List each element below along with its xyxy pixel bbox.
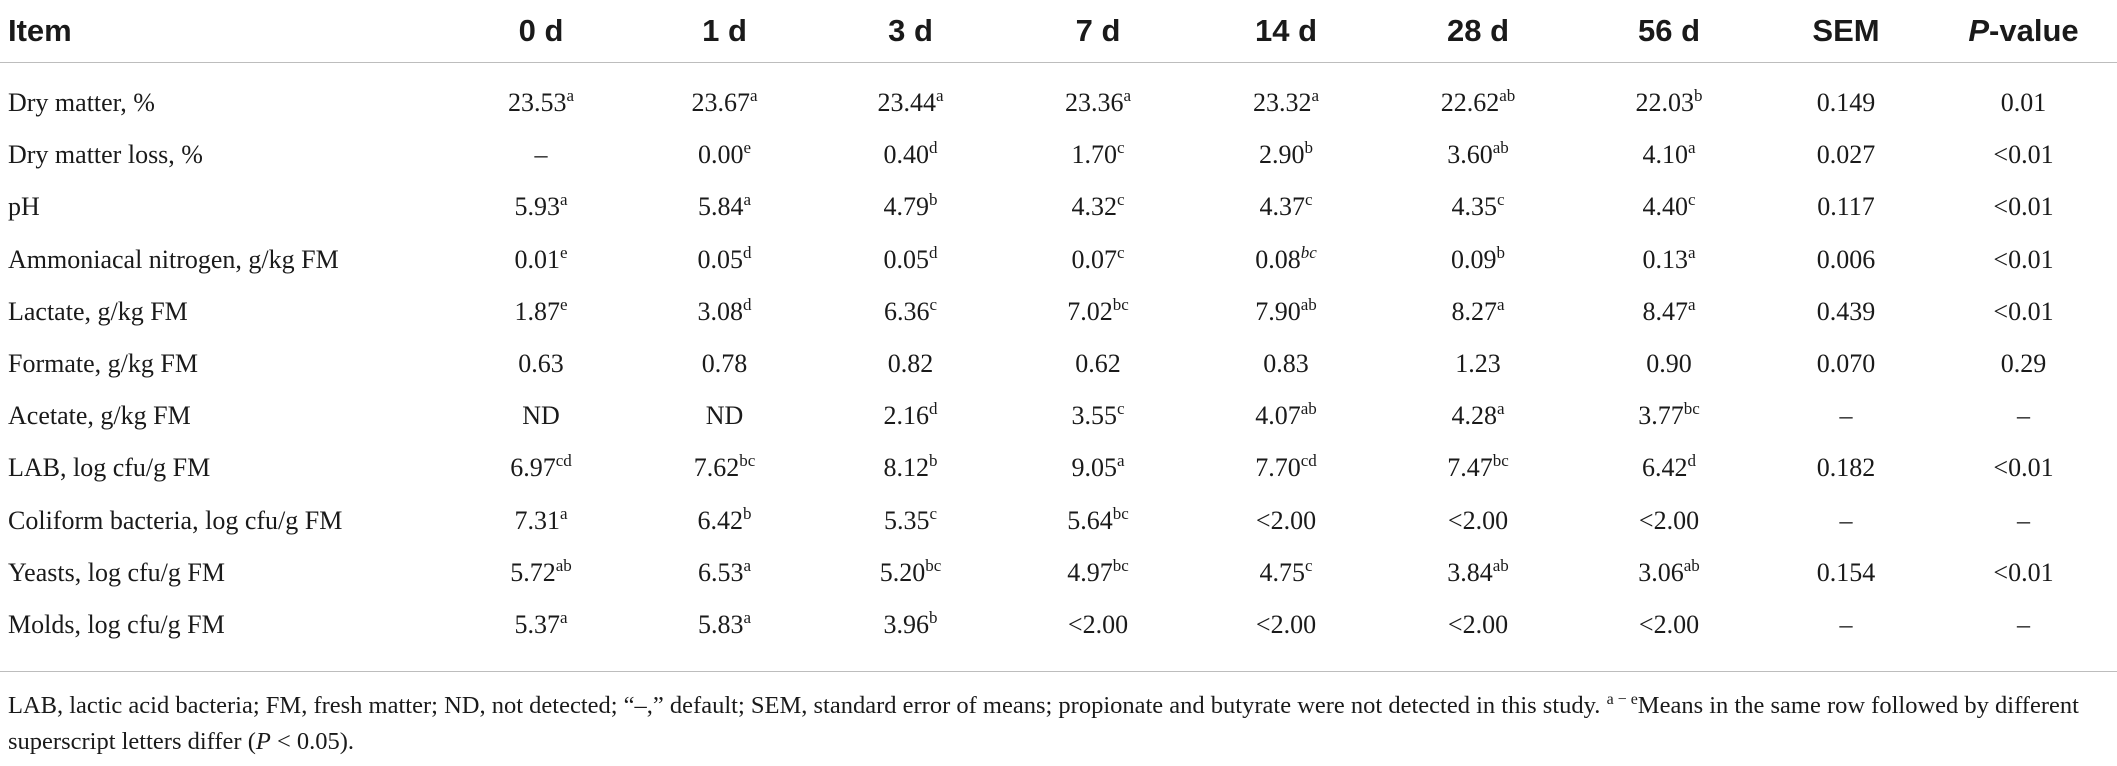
header-day-28: 28 d xyxy=(1446,13,1510,48)
cell-day-56 xyxy=(1576,129,1762,181)
footnote-text-1: LAB, lactic acid bacteria; FM, fresh matter; ND, not detected; “–,” default; SEM, standard error of means; propionate and butyrate were not detected in this study. xyxy=(8,692,1607,719)
header-p-suffix: -value xyxy=(1989,13,2079,48)
cell-value: 7.90 xyxy=(1255,296,1301,326)
cell-value: 7.70 xyxy=(1255,453,1301,483)
cell-value: 0.63 xyxy=(518,349,564,379)
cell-value: 0.09 xyxy=(1451,244,1497,274)
cell-value: 8.47 xyxy=(1642,296,1688,326)
row-item-label: Dry matter, % xyxy=(8,88,155,118)
cell-superscript: a xyxy=(743,555,752,575)
table-footnote xyxy=(8,688,2108,760)
table-row xyxy=(0,495,2117,547)
row-item-label: LAB, log cfu/g FM xyxy=(8,453,211,483)
cell-value: 5.20 xyxy=(879,557,926,587)
cell-superscript: a xyxy=(935,86,944,106)
cell-value: 3.08 xyxy=(697,296,743,326)
cell-value: 3.60 xyxy=(1447,140,1493,170)
cell-sem: 0.027 xyxy=(1816,140,1876,170)
cell-superscript: ab xyxy=(1492,555,1509,575)
cell-day-7 xyxy=(1004,390,1192,442)
cell-day-0 xyxy=(450,129,632,181)
cell-sem: – xyxy=(1839,609,1853,639)
cell-value: <2.00 xyxy=(1255,609,1317,639)
cell-value: <2.00 xyxy=(1638,505,1700,535)
cell-value: 23.67 xyxy=(691,88,750,118)
cell-value: 0.01 xyxy=(514,244,560,274)
cell-day-14 xyxy=(1192,599,1380,661)
cell-value: 4.40 xyxy=(1642,192,1688,222)
cell-day-28 xyxy=(1380,495,1576,547)
cell-superscript: bc xyxy=(739,451,756,471)
cell-value: 1.23 xyxy=(1455,349,1501,379)
table-row xyxy=(0,442,2117,494)
row-item-label: pH xyxy=(8,192,40,222)
cell-value: <2.00 xyxy=(1447,609,1509,639)
cell-superscript: bc xyxy=(1112,555,1129,575)
cell-value: 0.07 xyxy=(1071,244,1117,274)
cell-value: 3.84 xyxy=(1447,557,1493,587)
cell-superscript: b xyxy=(929,607,938,627)
row-item-label: Yeasts, log cfu/g FM xyxy=(8,557,225,587)
cell-day-28 xyxy=(1380,390,1576,442)
cell-superscript: c xyxy=(1116,242,1125,262)
table-row xyxy=(0,390,2117,442)
header-sem: SEM xyxy=(1812,13,1880,48)
cell-sem: 0.149 xyxy=(1816,88,1876,118)
cell-day-1 xyxy=(632,599,817,661)
cell-day-1 xyxy=(632,234,817,286)
cell-day-3 xyxy=(817,129,1004,181)
cell-superscript: e xyxy=(743,138,752,158)
cell-superscript: d xyxy=(743,294,752,314)
cell-p-value: – xyxy=(2017,401,2030,431)
table-row xyxy=(0,599,2117,661)
cell-value: 2.16 xyxy=(883,401,929,431)
cell-day-14 xyxy=(1192,390,1380,442)
header-day-1: 1 d xyxy=(702,13,747,48)
cell-day-3 xyxy=(817,234,1004,286)
cell-sem: 0.117 xyxy=(1817,192,1875,222)
cell-value: 4.32 xyxy=(1071,192,1117,222)
cell-day-14 xyxy=(1192,442,1380,494)
cell-superscript: e xyxy=(559,242,568,262)
row-item-label: Molds, log cfu/g FM xyxy=(8,609,225,639)
cell-day-14 xyxy=(1192,129,1380,181)
cell-value: 0.82 xyxy=(887,349,934,379)
cell-day-7 xyxy=(1004,599,1192,661)
cell-day-56 xyxy=(1576,286,1762,338)
cell-day-3 xyxy=(817,547,1004,599)
cell-value: 0.08 xyxy=(1255,244,1301,274)
cell-value: 8.27 xyxy=(1451,296,1497,326)
cell-superscript: c xyxy=(929,503,938,523)
header-day-56: 56 d xyxy=(1637,13,1701,48)
cell-value: 0.62 xyxy=(1075,349,1121,379)
cell-superscript: bc xyxy=(1492,451,1509,471)
cell-superscript: a xyxy=(559,190,568,210)
cell-day-0 xyxy=(450,234,632,286)
cell-day-7 xyxy=(1004,181,1192,233)
cell-value: <2.00 xyxy=(1447,505,1509,535)
cell-value: 23.53 xyxy=(507,88,567,118)
cell-day-28 xyxy=(1380,234,1576,286)
cell-day-56 xyxy=(1576,442,1762,494)
cell-value: 6.42 xyxy=(1642,453,1688,483)
cell-superscript: bc xyxy=(925,555,942,575)
cell-value: 0.00 xyxy=(697,140,744,170)
cell-day-7 xyxy=(1004,234,1192,286)
cell-sem: – xyxy=(1839,401,1853,431)
cell-superscript: ab xyxy=(1300,399,1317,419)
cell-day-3 xyxy=(817,63,1004,130)
cell-superscript: a xyxy=(743,190,752,210)
cell-day-14 xyxy=(1192,63,1380,130)
cell-value: ND xyxy=(522,401,560,431)
footnote-text-3: < 0.05). xyxy=(270,728,355,755)
cell-superscript: d xyxy=(929,242,938,262)
cell-day-1 xyxy=(632,63,817,130)
header-p-letter: P xyxy=(1968,13,1990,48)
cell-day-14 xyxy=(1192,547,1380,599)
cell-day-56 xyxy=(1576,181,1762,233)
cell-value: 7.47 xyxy=(1447,453,1493,483)
cell-day-1 xyxy=(632,495,817,547)
cell-value: 0.83 xyxy=(1263,349,1309,379)
cell-day-28 xyxy=(1380,599,1576,661)
cell-value: 6.36 xyxy=(883,296,930,326)
cell-sem: 0.439 xyxy=(1816,296,1876,326)
cell-day-7 xyxy=(1004,547,1192,599)
cell-day-28 xyxy=(1380,547,1576,599)
table-row xyxy=(0,547,2117,599)
cell-day-56 xyxy=(1576,599,1762,661)
cell-day-7 xyxy=(1004,442,1192,494)
cell-value: 7.62 xyxy=(693,453,740,483)
cell-day-7 xyxy=(1004,338,1192,390)
table-header-row xyxy=(0,0,2117,63)
cell-superscript: a xyxy=(1311,86,1320,106)
footnote-superscript: a − e xyxy=(1606,691,1638,708)
cell-value: 4.97 xyxy=(1067,557,1113,587)
header-day-0: 0 d xyxy=(518,13,564,48)
cell-value: 4.75 xyxy=(1259,557,1305,587)
cell-p-value: <0.01 xyxy=(1993,140,2054,170)
cell-p-value: <0.01 xyxy=(1993,296,2054,326)
cell-superscript: c xyxy=(1687,190,1696,210)
cell-superscript: a xyxy=(1496,399,1505,419)
cell-day-14 xyxy=(1192,286,1380,338)
cell-day-0 xyxy=(450,286,632,338)
cell-value: <2.00 xyxy=(1255,505,1317,535)
cell-value: – xyxy=(534,140,548,170)
cell-superscript: ab xyxy=(1492,138,1509,158)
cell-day-56 xyxy=(1576,495,1762,547)
table-body xyxy=(0,63,2117,662)
cell-day-7 xyxy=(1004,129,1192,181)
header-day-3: 3 d xyxy=(888,13,933,48)
cell-superscript: ab xyxy=(1300,294,1317,314)
cell-value: 5.72 xyxy=(510,557,556,587)
cell-value: 3.55 xyxy=(1071,401,1117,431)
cell-p-value: <0.01 xyxy=(1993,453,2054,483)
table-row xyxy=(0,129,2117,181)
cell-day-0 xyxy=(450,547,632,599)
cell-superscript: a xyxy=(1496,294,1505,314)
table-row xyxy=(0,181,2117,233)
cell-value: 6.42 xyxy=(697,505,743,535)
cell-sem: – xyxy=(1839,505,1853,535)
cell-day-0 xyxy=(450,181,632,233)
cell-day-1 xyxy=(632,129,817,181)
cell-day-56 xyxy=(1576,390,1762,442)
cell-day-28 xyxy=(1380,129,1576,181)
cell-value: 8.12 xyxy=(883,453,929,483)
cell-value: <2.00 xyxy=(1638,609,1700,639)
cell-superscript: b xyxy=(1496,242,1505,262)
cell-day-3 xyxy=(817,286,1004,338)
cell-day-56 xyxy=(1576,338,1762,390)
cell-superscript: bc xyxy=(1112,503,1129,523)
row-item-label: Ammoniacal nitrogen, g/kg FM xyxy=(8,244,339,274)
cell-superscript: ab xyxy=(1683,555,1700,575)
cell-value: 4.37 xyxy=(1259,192,1305,222)
cell-day-0 xyxy=(450,390,632,442)
cell-value: 7.31 xyxy=(514,505,560,535)
cell-superscript: ab xyxy=(1499,86,1516,106)
cell-superscript: bc xyxy=(1112,294,1129,314)
cell-superscript: a xyxy=(1116,451,1125,471)
cell-value: 0.05 xyxy=(883,244,929,274)
cell-superscript: c xyxy=(1304,555,1313,575)
footnote-text-2: Means in the same row followed by different superscript letters differ ( xyxy=(8,692,2079,755)
header-p-value xyxy=(1930,0,2117,63)
cell-value: 3.06 xyxy=(1638,557,1684,587)
cell-value: 4.35 xyxy=(1451,192,1497,222)
footnote-p-letter: P xyxy=(255,728,271,755)
row-item-label: Formate, g/kg FM xyxy=(8,349,198,379)
cell-value: 23.36 xyxy=(1064,88,1124,118)
cell-superscript: d xyxy=(929,399,938,419)
cell-day-28 xyxy=(1380,63,1576,130)
cell-superscript: b xyxy=(1304,138,1313,158)
cell-superscript: d xyxy=(743,242,752,262)
cell-day-1 xyxy=(632,181,817,233)
cell-day-0 xyxy=(450,63,632,130)
cell-superscript: b xyxy=(743,503,752,523)
cell-superscript: b xyxy=(929,190,938,210)
cell-superscript: d xyxy=(929,138,938,158)
table-row xyxy=(0,286,2117,338)
cell-value: ND xyxy=(705,401,744,431)
cell-value: 23.44 xyxy=(877,88,936,118)
cell-day-28 xyxy=(1380,286,1576,338)
table-row xyxy=(0,338,2117,390)
cell-day-1 xyxy=(632,286,817,338)
cell-superscript: a xyxy=(749,86,758,106)
header-item: Item xyxy=(8,13,72,48)
cell-superscript: c xyxy=(929,294,938,314)
table-bottom-rule xyxy=(0,671,2117,672)
cell-value: 5.35 xyxy=(883,505,930,535)
cell-day-3 xyxy=(817,442,1004,494)
cell-superscript: a xyxy=(1123,86,1132,106)
cell-value: 0.13 xyxy=(1642,244,1688,274)
cell-value: 6.97 xyxy=(510,453,556,483)
cell-day-3 xyxy=(817,338,1004,390)
cell-superscript: a xyxy=(1687,242,1696,262)
row-item-label: Acetate, g/kg FM xyxy=(8,401,191,431)
cell-superscript: a xyxy=(1687,294,1696,314)
cell-superscript: a xyxy=(1687,138,1696,158)
cell-value: 5.84 xyxy=(697,192,744,222)
cell-value: 1.87 xyxy=(514,296,560,326)
cell-superscript: cd xyxy=(1300,451,1317,471)
cell-day-3 xyxy=(817,390,1004,442)
cell-superscript: e xyxy=(559,294,568,314)
cell-day-28 xyxy=(1380,442,1576,494)
cell-p-value: – xyxy=(2017,505,2030,535)
cell-day-0 xyxy=(450,599,632,661)
header-day-14: 14 d xyxy=(1254,13,1318,48)
cell-superscript: a xyxy=(559,607,568,627)
cell-day-14 xyxy=(1192,234,1380,286)
table-row xyxy=(0,234,2117,286)
cell-value: 22.03 xyxy=(1635,88,1694,118)
cell-day-0 xyxy=(450,442,632,494)
cell-superscript: a xyxy=(566,86,575,106)
cell-value: 2.90 xyxy=(1259,140,1305,170)
cell-value: 6.53 xyxy=(697,557,744,587)
cell-sem: 0.154 xyxy=(1816,557,1876,587)
cell-day-0 xyxy=(450,338,632,390)
cell-superscript: a xyxy=(559,503,568,523)
row-item-label: Dry matter loss, % xyxy=(8,140,203,170)
cell-day-14 xyxy=(1192,338,1380,390)
cell-value: 0.78 xyxy=(701,349,748,379)
cell-day-0 xyxy=(450,495,632,547)
cell-day-56 xyxy=(1576,547,1762,599)
cell-day-1 xyxy=(632,338,817,390)
cell-day-3 xyxy=(817,599,1004,661)
cell-superscript: c xyxy=(1304,190,1313,210)
cell-day-28 xyxy=(1380,181,1576,233)
cell-day-56 xyxy=(1576,234,1762,286)
cell-superscript: d xyxy=(1687,451,1696,471)
cell-value: 0.05 xyxy=(697,244,743,274)
cell-value: 4.07 xyxy=(1255,401,1301,431)
cell-sem: 0.006 xyxy=(1816,244,1876,274)
cell-day-28 xyxy=(1380,338,1576,390)
cell-day-1 xyxy=(632,390,817,442)
header-day-7: 7 d xyxy=(1075,13,1121,48)
cell-p-value: 0.29 xyxy=(2000,349,2047,379)
cell-value: 0.40 xyxy=(883,140,929,170)
cell-sem: 0.070 xyxy=(1816,349,1876,379)
cell-day-7 xyxy=(1004,63,1192,130)
cell-value: 1.70 xyxy=(1071,140,1117,170)
cell-superscript: b xyxy=(929,451,938,471)
table-row xyxy=(0,63,2117,130)
cell-value: 7.02 xyxy=(1067,296,1113,326)
cell-value: <2.00 xyxy=(1067,609,1129,639)
cell-day-3 xyxy=(817,495,1004,547)
cell-sem: 0.182 xyxy=(1816,453,1876,483)
cell-p-value: <0.01 xyxy=(1993,557,2054,587)
cell-superscript: bc xyxy=(1683,399,1700,419)
cell-day-56 xyxy=(1576,63,1762,130)
cell-superscript: c xyxy=(1116,190,1125,210)
cell-value: 4.28 xyxy=(1451,401,1497,431)
row-item-label: Coliform bacteria, log cfu/g FM xyxy=(8,505,343,535)
cell-day-3 xyxy=(817,181,1004,233)
cell-superscript: ab xyxy=(555,555,572,575)
cell-value: 22.62 xyxy=(1440,88,1500,118)
cell-superscript: c xyxy=(1116,399,1125,419)
cell-superscript: bc xyxy=(1300,242,1317,262)
cell-value: 5.37 xyxy=(514,609,560,639)
cell-superscript: c xyxy=(1496,190,1505,210)
cell-value: 5.93 xyxy=(514,192,560,222)
cell-superscript: c xyxy=(1116,138,1125,158)
cell-day-14 xyxy=(1192,495,1380,547)
cell-p-value: – xyxy=(2017,609,2030,639)
cell-superscript: cd xyxy=(555,451,572,471)
cell-value: 9.05 xyxy=(1071,453,1117,483)
cell-value: 0.90 xyxy=(1646,349,1692,379)
cell-value: 23.32 xyxy=(1252,88,1312,118)
cell-p-value: 0.01 xyxy=(2000,88,2047,118)
cell-p-value: <0.01 xyxy=(1993,192,2054,222)
cell-value: 3.77 xyxy=(1638,401,1684,431)
cell-superscript: a xyxy=(743,607,752,627)
row-item-label: Lactate, g/kg FM xyxy=(8,296,188,326)
cell-value: 3.96 xyxy=(883,609,929,639)
cell-value: 5.83 xyxy=(697,609,744,639)
cell-day-7 xyxy=(1004,286,1192,338)
cell-superscript: b xyxy=(1694,86,1703,106)
cell-day-1 xyxy=(632,547,817,599)
cell-day-1 xyxy=(632,442,817,494)
cell-value: 5.64 xyxy=(1067,505,1113,535)
cell-value: 4.10 xyxy=(1642,140,1688,170)
cell-day-7 xyxy=(1004,495,1192,547)
cell-day-14 xyxy=(1192,181,1380,233)
cell-p-value: <0.01 xyxy=(1993,244,2054,274)
cell-value: 4.79 xyxy=(883,192,929,222)
